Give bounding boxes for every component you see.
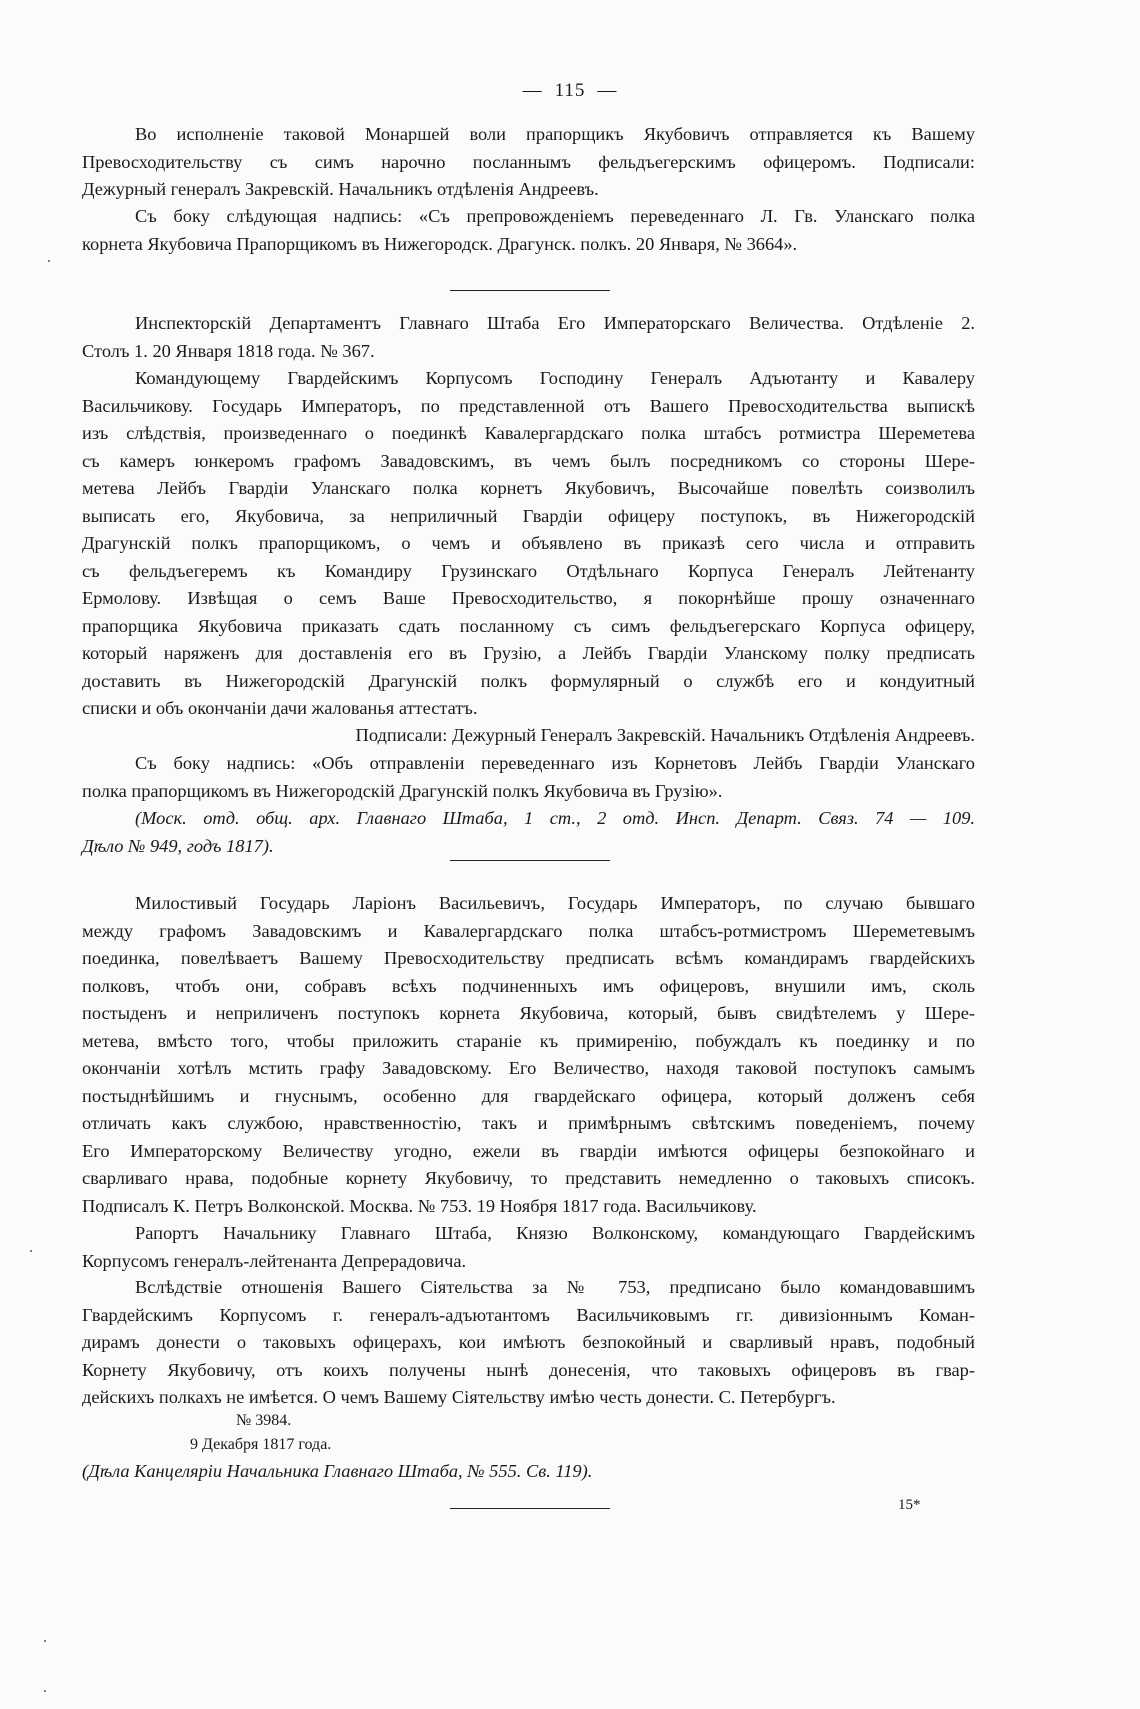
text-line: метева Лейбъ Гвардіи Уланскаго полка корнетъ Якубовичъ, Высочайше повелѣть соизволилъ bbox=[82, 478, 975, 498]
text-line: Рапортъ Начальнику Главнаго Штаба, Князю Волконскому, командующаго Гвардейскимъ bbox=[135, 1223, 975, 1243]
text-line: отличать какъ службою, нравственностію, такъ и примѣрнымъ свѣтскимъ поведеніемъ, почему bbox=[82, 1113, 975, 1133]
text-line: прапорщика Якубовича приказать сдать посланному съ симъ фельдъегерскаго Корпуса офицеру, bbox=[82, 615, 975, 636]
text-line: Васильчикову. Государь Императоръ, по представленной отъ Вашего Превосходительства выпискѣ bbox=[82, 395, 975, 416]
text-line: постыднѣйшимъ и гнуснымъ, особенно для гвардейскаго офицера, который долженъ себя bbox=[82, 1085, 975, 1106]
text-line: Подписалъ К. Петръ Волконской. Москва. № 753. 19 Ноября 1817 года. Васильчикову. bbox=[82, 1195, 757, 1216]
text-line: Инспекторскій Департаментъ Главнаго Штаба Его Императорскаго Величества. Отдѣленіе 2. bbox=[135, 313, 975, 333]
page-number: — 115 — bbox=[522, 80, 618, 101]
text-line: Корнету Якубовичу, отъ коихъ получены нынѣ донесенія, что таковыхъ офицеровъ въ гвар- bbox=[82, 1359, 975, 1380]
paragraph-side-inscription bbox=[82, 750, 975, 805]
section-divider bbox=[450, 1508, 610, 1509]
text-line: постыденъ и неприличенъ поступокъ корнета Якубовича, который, бывъ свидѣтелемъ у Шере- bbox=[82, 1003, 975, 1023]
text-line: выписать его, Якубовича, за неприличный Гвардіи офицеру поступокъ, въ Нижегородскій bbox=[82, 505, 975, 526]
text-line: Во исполненіе таковой Монаршей воли прапорщикъ Якубовичъ отправляется къ Вашему bbox=[135, 124, 975, 144]
text-line: окончаніи хотѣлъ мстить графу Завадовскому. Его Величество, находя таковой поступокъ самымъ bbox=[82, 1058, 975, 1078]
paragraph-report-heading bbox=[82, 1220, 975, 1275]
report-number: № 3984. bbox=[236, 1412, 292, 1429]
paragraph-letter-larion-vasilievich bbox=[82, 890, 975, 1220]
text-line: сварливаго нрава, подобные корнету Якубовичу, то представить немедленно о таковыхъ списокъ. bbox=[82, 1168, 975, 1188]
text-line: Подписали: Дежурный Генералъ Закревскій. Начальникъ Отдѣленія Андреевъ. bbox=[355, 725, 975, 745]
text-line: поединка, повелѣваетъ Вашему Превосходительству предписать всѣмъ командирамъ гвардейскихъ bbox=[82, 948, 975, 968]
section-divider bbox=[450, 860, 610, 861]
paragraph-letter-to-vasilchikov bbox=[82, 365, 975, 723]
scan-speck bbox=[30, 1250, 32, 1252]
text-line: между графомъ Завадовскимъ и Кавалергардскаго полка штабсъ-ротмистромъ Шереметевымъ bbox=[82, 920, 975, 941]
sheet-signature-mark: 15* bbox=[898, 1497, 921, 1513]
text-line: который наряженъ для доставленія его въ Грузію, а Лейбъ Гвардіи Уланскому полку предписать bbox=[82, 643, 975, 663]
text-line: Драгунскій полкъ прапорщикомъ, о чемъ и объявлено въ приказѣ сего числа и отправить bbox=[82, 533, 975, 553]
text-line: полка прапорщикомъ въ Нижегородскій Драгунскій полкъ Якубовича въ Грузію». bbox=[82, 780, 723, 801]
text-line: Превосходительству съ симъ нарочно посланнымъ фельдъегерскимъ офицеромъ. Подписали: bbox=[82, 151, 975, 172]
scan-speck bbox=[44, 1640, 46, 1642]
text-line: Съ боку слѣдующая надпись: «Съ препровожденіемъ переведеннаго Л. Гв. Уланскаго полка bbox=[135, 206, 975, 226]
text-line: дирамъ донести о таковыхъ офицерахъ, кои имѣютъ безпокойный и сварливый нравъ, подобный bbox=[82, 1332, 975, 1352]
text-line: Столъ 1. 20 Января 1818 года. № 367. bbox=[82, 340, 375, 361]
chancellery-citation bbox=[82, 1458, 975, 1486]
text-line: корнета Якубовича Прапорщикомъ въ Нижегородск. Драгунск. полкъ. 20 Января, № 3664». bbox=[82, 233, 798, 254]
text-line: (Моск. отд. общ. арх. Главнаго Штаба, 1 ст., 2 отд. Инсп. Департ. Связ. 74 — 109. bbox=[135, 808, 975, 828]
text-line: Гвардейскимъ Корпусомъ г. генералъ-адъютантомъ Васильчиковымъ гг. дивизіоннымъ Коман- bbox=[82, 1304, 975, 1325]
text-line: метева, вмѣсто того, чтобы приложить стараніе къ примиренію, побуждалъ къ поединку и по bbox=[82, 1030, 975, 1051]
text-line: доставить въ Нижегородскій Драгунскій полкъ формулярный о службѣ его и кондуитный bbox=[82, 670, 975, 691]
text-line: Дежурный генералъ Закревскій. Начальникъ отдѣленія Андреевъ. bbox=[82, 179, 599, 199]
text-line: изъ слѣдствія, произведеннаго о поединкѣ Кавалергардскаго полка штабсъ ротмистра Шереметева bbox=[82, 423, 975, 443]
section-divider bbox=[450, 290, 610, 291]
text-line: Дѣло № 949, годъ 1817). bbox=[82, 835, 274, 856]
text-line: дейскихъ полкахъ не имѣется. О чемъ Вашему Сіятельству имѣю честь донести. С. Петербургъ. bbox=[82, 1387, 836, 1407]
paragraph-order-dispatch bbox=[82, 121, 975, 204]
text-line: Съ боку надпись: «Объ отправленіи переведеннаго изъ Корнетовъ Лейбъ Гвардіи Уланскаго bbox=[135, 753, 975, 773]
text-line: Милостивый Государь Ларіонъ Васильевичъ, Государь Императоръ, по случаю бывшаго bbox=[135, 893, 975, 913]
text-line: Корпусомъ генералъ-лейтенанта Депрерадовича. bbox=[82, 1250, 467, 1271]
archive-citation bbox=[82, 805, 975, 860]
report-date: 9 Декабря 1817 года. bbox=[190, 1436, 332, 1453]
scan-speck bbox=[48, 260, 50, 262]
text-line: полковъ, чтобъ они, собравъ всѣхъ подчиненныхъ имъ офицеровъ, внушили имъ, сколь bbox=[82, 975, 975, 996]
paragraph-department-header bbox=[82, 310, 975, 365]
text-line: (Дѣла Канцеляріи Начальника Главнаго Штаба, № 555. Св. 119). bbox=[82, 1461, 593, 1481]
text-line: Командующему Гвардейскимъ Корпусомъ Господину Генералъ Адъютанту и Кавалеру bbox=[135, 368, 975, 388]
scan-speck bbox=[44, 1690, 46, 1692]
text-line: съ камеръ юнкеромъ графомъ Завадовскимъ, въ чемъ былъ посредникомъ со стороны Шере- bbox=[82, 450, 975, 471]
text-line: съ фельдъегеремъ къ Командиру Грузинскаго Отдѣльнаго Корпуса Генералъ Лейтенанту bbox=[82, 560, 975, 581]
paragraph-report-body bbox=[82, 1274, 975, 1412]
paragraph-signatures bbox=[82, 722, 975, 750]
page-number-value: 115 bbox=[554, 80, 586, 101]
text-line: Вслѣдствіе отношенія Вашего Сіятельства за № 753, предписано было командовавшимъ bbox=[135, 1277, 975, 1297]
text-line: Ермолову. Извѣщая о семъ Ваше Превосходительство, я покорнѣйше прошу означеннаго bbox=[82, 588, 975, 608]
text-line: Его Императорскому Величеству угодно, ежели въ гвардіи имѣются офицеры безпокойнаго и bbox=[82, 1140, 975, 1161]
text-line: списки и объ окончаніи дачи жалованья аттестатъ. bbox=[82, 698, 478, 718]
paragraph-side-note bbox=[82, 203, 975, 258]
